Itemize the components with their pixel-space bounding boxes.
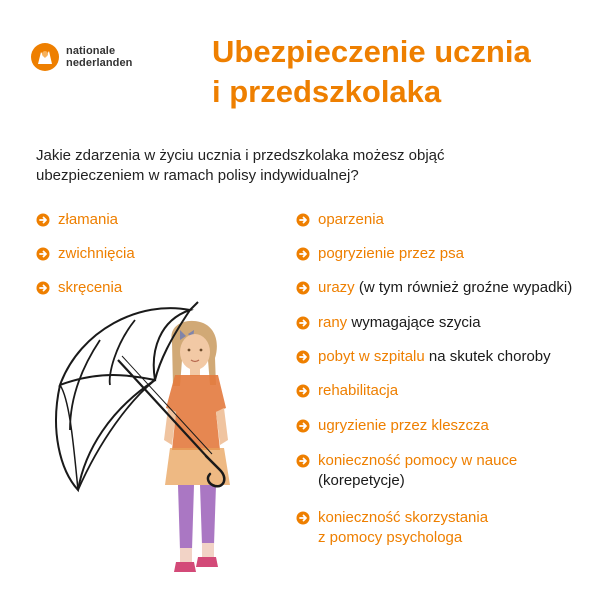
item-label: złamania: [58, 211, 119, 228]
brand-line-1: nationale: [66, 45, 116, 57]
item-highlight: oparzenia: [318, 211, 384, 228]
arrow-right-icon: [296, 454, 310, 468]
list-item: [296, 278, 572, 298]
title-line-1: Ubezpieczenie ucznia: [212, 34, 531, 69]
item-rest: (korepetycje): [318, 472, 405, 489]
list-item: [36, 244, 135, 264]
arrow-right-icon: [296, 316, 310, 330]
list-item: [296, 210, 384, 230]
arrow-right-icon: [36, 247, 50, 261]
list-item: [296, 381, 398, 401]
arrow-right-icon: [296, 247, 310, 261]
item-highlight: z pomocy psychologa: [318, 529, 463, 546]
brand-name: [66, 45, 133, 69]
arrow-right-icon: [36, 213, 50, 227]
item-highlight: pobyt w szpitalu: [318, 348, 425, 365]
item-highlight: pogryzienie przez psa: [318, 245, 464, 262]
arrow-right-icon: [296, 213, 310, 227]
list-item: [296, 416, 489, 436]
item-label: zwichnięcia: [58, 245, 135, 262]
brand-logo: [30, 42, 133, 72]
item-highlight: konieczność pomocy w nauce: [318, 452, 518, 469]
item-highlight: rehabilitacja: [318, 382, 399, 399]
lion-logo-icon: [30, 42, 60, 72]
arrow-right-icon: [296, 511, 310, 525]
item-rest: (w tym również groźne wypadki): [354, 279, 573, 296]
item-highlight: konieczność skorzystania: [318, 509, 489, 526]
item-highlight: urazy: [318, 279, 355, 296]
page-title: [212, 32, 531, 112]
arrow-right-icon: [296, 384, 310, 398]
girl-with-umbrella-illustration: [40, 290, 260, 595]
list-item: [296, 313, 481, 333]
item-label: skręcenia: [58, 279, 123, 296]
arrow-right-icon: [296, 350, 310, 364]
list-item: [296, 451, 517, 491]
title-line-2: i przedszkolaka: [212, 74, 442, 109]
item-rest: wymagające szycia: [347, 314, 481, 331]
arrow-right-icon: [296, 419, 310, 433]
list-item: [296, 508, 488, 548]
brand-line-2: nederlanden: [66, 57, 133, 69]
item-highlight: ugryzienie przez kleszcza: [318, 417, 489, 434]
arrow-right-icon: [296, 281, 310, 295]
item-highlight: rany: [318, 314, 348, 331]
list-item: [296, 244, 464, 264]
list-item: [296, 347, 551, 367]
list-item: [36, 210, 118, 230]
item-rest: na skutek choroby: [424, 348, 551, 365]
intro-text: Jakie zdarzenia w życiu ucznia i przedszkolaka możesz objąć ubezpieczeniem w ramach polisy indywidualnej?: [36, 147, 445, 184]
